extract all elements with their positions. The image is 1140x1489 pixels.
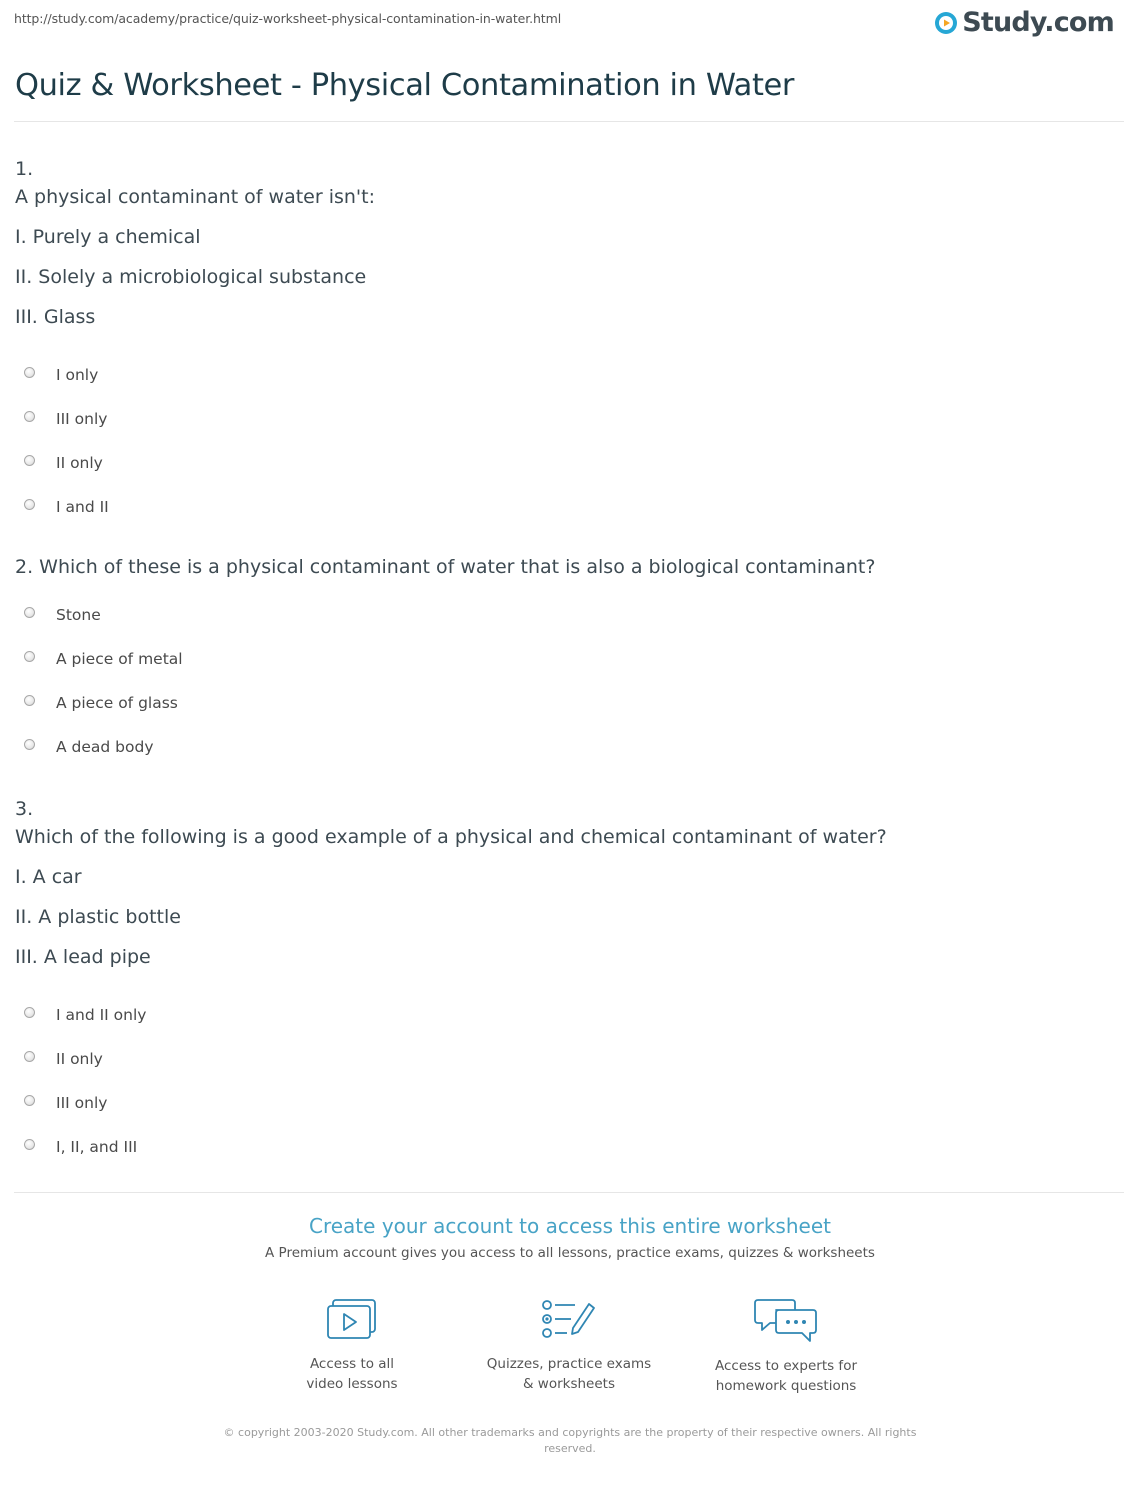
option-label: III only xyxy=(56,410,108,428)
answer-options xyxy=(15,593,1125,769)
title-divider xyxy=(14,121,1124,122)
answer-option[interactable] xyxy=(15,593,1125,637)
question-text: A physical contaminant of water isn't: xyxy=(15,186,375,208)
quiz-checklist-icon xyxy=(541,1298,597,1342)
study-play-icon xyxy=(934,11,958,35)
answer-option[interactable] xyxy=(15,1125,1125,1169)
answer-option[interactable] xyxy=(15,353,1125,397)
question-number: 3. xyxy=(15,798,34,820)
promo-subtitle: A Premium account gives you access to all lessons, practice exams, quizzes & worksheets xyxy=(265,1245,875,1261)
copyright-line: reserved. xyxy=(544,1442,596,1455)
radio-button[interactable] xyxy=(24,455,35,466)
radio-button[interactable] xyxy=(24,411,35,422)
copyright-line: © copyright 2003-2020 Study.com. All other trademarks and copyrights are the property of their respective owners. All rights xyxy=(223,1426,917,1439)
option-label: III only xyxy=(56,1094,108,1112)
option-label: I and II only xyxy=(56,1006,147,1024)
video-lessons-icon xyxy=(326,1298,378,1342)
study-logo[interactable] xyxy=(934,7,1114,38)
answer-options xyxy=(15,353,1125,529)
answer-option[interactable] xyxy=(15,637,1125,681)
answer-option[interactable] xyxy=(15,441,1125,485)
feature-video-lessons xyxy=(242,1298,462,1394)
statement-line: I. A car xyxy=(15,866,82,888)
feature-label-line: Access to experts for xyxy=(714,1358,857,1374)
answer-options xyxy=(15,993,1125,1169)
answer-option[interactable] xyxy=(15,993,1125,1037)
answer-option[interactable] xyxy=(15,397,1125,441)
radio-button[interactable] xyxy=(24,1139,35,1150)
answer-option[interactable] xyxy=(15,485,1125,529)
answer-option[interactable] xyxy=(15,1081,1125,1125)
option-label: Stone xyxy=(56,606,101,624)
question-text: Which of the following is a good example of a physical and chemical contaminant of water? xyxy=(15,826,887,848)
option-label: II only xyxy=(56,454,103,472)
feature-label-line: Access to all xyxy=(309,1356,395,1372)
answer-option[interactable] xyxy=(15,725,1125,769)
expert-chat-icon xyxy=(754,1298,818,1344)
statement-line: II. A plastic bottle xyxy=(15,906,181,928)
radio-button[interactable] xyxy=(24,1007,35,1018)
option-label: A piece of glass xyxy=(56,694,178,712)
option-label: I only xyxy=(56,366,99,384)
answer-option[interactable] xyxy=(15,681,1125,725)
page-title: Quiz & Worksheet - Physical Contamination in Water xyxy=(15,68,795,103)
question-3 xyxy=(15,795,1125,1169)
statement-line: III. A lead pipe xyxy=(15,946,151,968)
promo-divider xyxy=(14,1192,1124,1193)
feature-label-line: & worksheets xyxy=(522,1376,615,1392)
radio-button[interactable] xyxy=(24,1095,35,1106)
question-text: 2. Which of these is a physical contaminant of water that is also a biological contaminant? xyxy=(15,556,876,578)
question-1 xyxy=(15,155,1125,529)
option-label: A piece of metal xyxy=(56,650,183,668)
feature-experts xyxy=(676,1298,896,1396)
statement-line: III. Glass xyxy=(15,306,96,328)
statement-line: II. Solely a microbiological substance xyxy=(15,266,367,288)
copyright-footer xyxy=(215,1425,925,1457)
radio-button[interactable] xyxy=(24,695,35,706)
option-label: II only xyxy=(56,1050,103,1068)
statement-line: I. Purely a chemical xyxy=(15,226,201,248)
create-account-link[interactable]: Create your account to access this entire worksheet xyxy=(309,1214,831,1238)
radio-button[interactable] xyxy=(24,367,35,378)
logo-text: Study.com xyxy=(962,7,1114,38)
feature-label-line: video lessons xyxy=(306,1376,398,1392)
option-label: I and II xyxy=(56,498,109,516)
radio-button[interactable] xyxy=(24,499,35,510)
question-number: 1. xyxy=(15,158,34,180)
radio-button[interactable] xyxy=(24,1051,35,1062)
feature-quizzes xyxy=(459,1298,679,1394)
option-label: I, II, and III xyxy=(56,1138,138,1156)
radio-button[interactable] xyxy=(24,607,35,618)
page-url: http://study.com/academy/practice/quiz-worksheet-physical-contamination-in-water.html xyxy=(14,11,562,26)
radio-button[interactable] xyxy=(24,739,35,750)
answer-option[interactable] xyxy=(15,1037,1125,1081)
feature-label-line: Quizzes, practice exams xyxy=(486,1356,652,1372)
option-label: A dead body xyxy=(56,738,154,756)
question-2 xyxy=(15,553,1125,769)
radio-button[interactable] xyxy=(24,651,35,662)
feature-label-line: homework questions xyxy=(715,1378,857,1394)
